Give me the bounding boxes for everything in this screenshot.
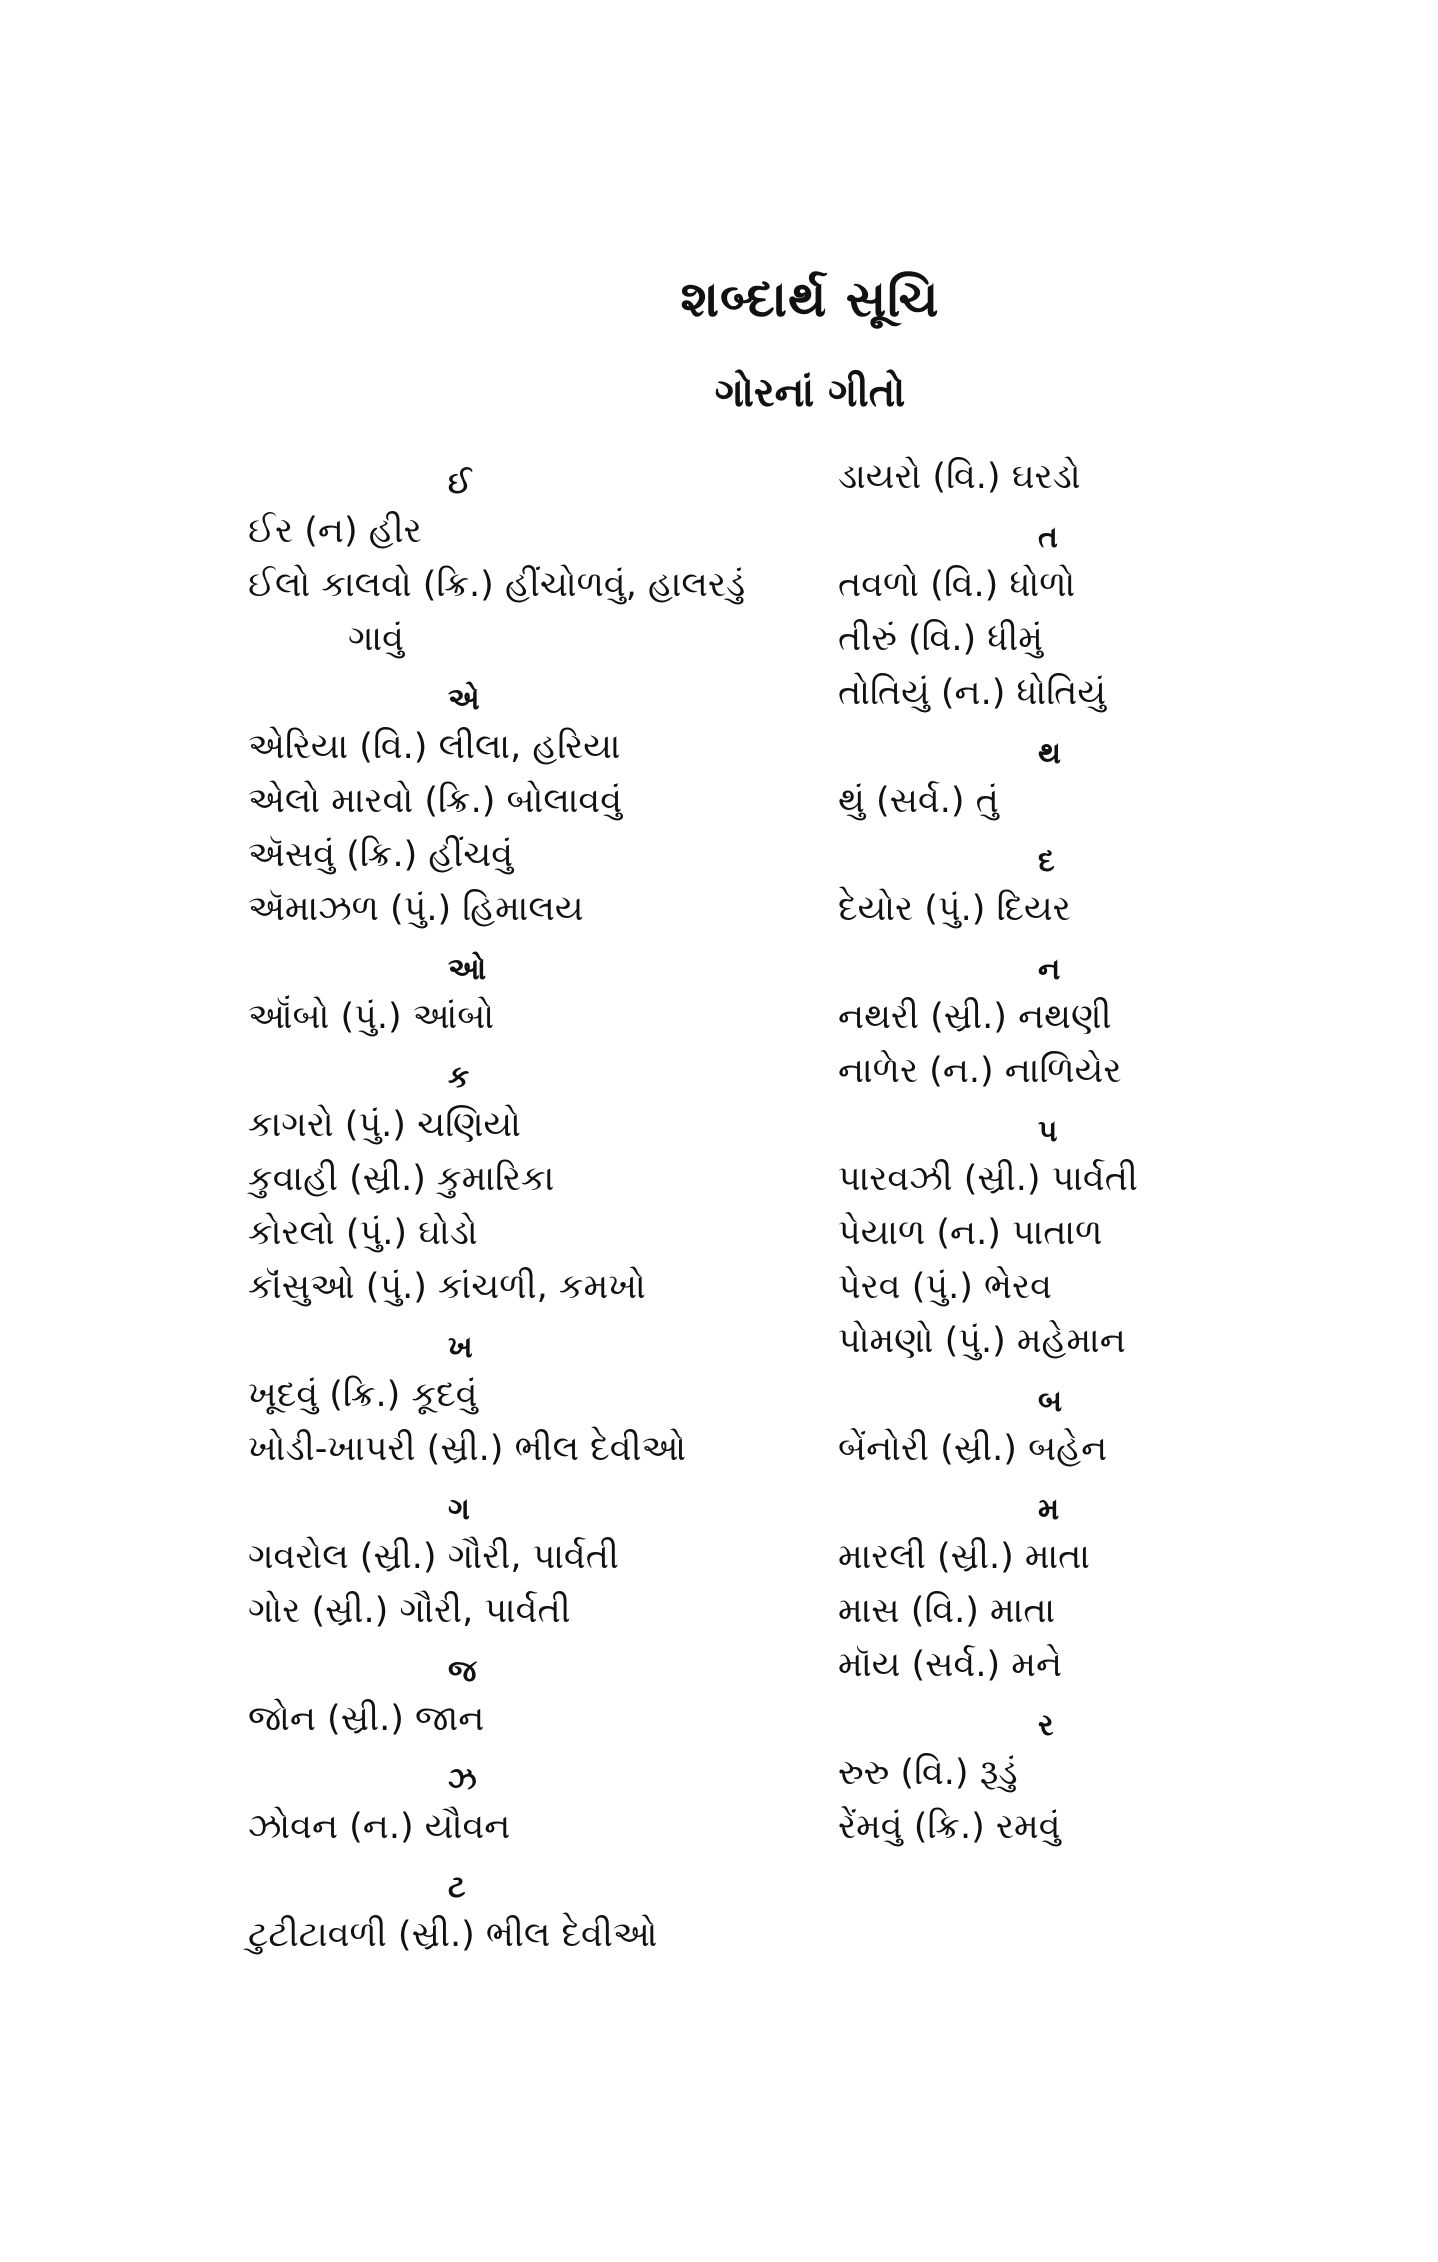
section-letter: ર bbox=[1038, 1708, 1054, 1743]
section-letter: ખ bbox=[448, 1330, 473, 1365]
glossary-entry: એરિયા (વિ.) લીલા, હરિયા bbox=[248, 727, 621, 767]
section-letter: ઈ bbox=[448, 466, 472, 501]
page-subtitle: ગોરનાં ગીતો bbox=[714, 370, 906, 416]
glossary-entry: ડાયરો (વિ.) ઘરડો bbox=[838, 457, 1081, 497]
glossary-entry: તવળો (વિ.) ધોળો bbox=[838, 565, 1076, 605]
glossary-entry: ઍમાઝળ (પું.) હિમાલય bbox=[248, 889, 584, 929]
glossary-entry: ખોડી-ખાપરી (સ્રી.) ભીલ દેવીઓ bbox=[248, 1429, 687, 1469]
glossary-entry: દેયોર (પું.) દિયર bbox=[838, 889, 1071, 929]
section-letter: ન bbox=[1038, 952, 1061, 987]
glossary-entry: ઍસવું (ક્રિ.) હીંચવું bbox=[248, 835, 514, 875]
glossary-entry: કાગરો (પું.) ચણિયો bbox=[248, 1105, 521, 1145]
glossary-entry: પેરવ (પું.) ભેરવ bbox=[838, 1267, 1052, 1307]
glossary-entry: ગોર (સ્રી.) ગૌરી, પાર્વતી bbox=[248, 1591, 571, 1631]
section-letter: ત bbox=[1038, 520, 1058, 555]
section-letter: ક bbox=[448, 1060, 470, 1095]
glossary-entry: ઈલો કાલવો (ક્રિ.) હીંચોળવું, હાલરડું bbox=[248, 565, 746, 605]
glossary-entry: એલો મારવો (ક્રિ.) બોલાવવું bbox=[248, 781, 623, 821]
glossary-entry: નાળેર (ન.) નાળિયેર bbox=[838, 1051, 1122, 1091]
glossary-entry: તીરું (વિ.) ધીમું bbox=[838, 619, 1043, 659]
glossary-entry: તોતિયું (ન.) ધોતિયું bbox=[838, 673, 1107, 713]
glossary-right-column bbox=[838, 450, 1298, 1854]
glossary-entry: નથરી (સ્રી.) નથણી bbox=[838, 997, 1112, 1037]
glossary-entry: માસ (વિ.) માતા bbox=[838, 1591, 1056, 1631]
section-letter: ગ bbox=[448, 1492, 470, 1527]
glossary-entry: પોમણો (પું.) મહેમાન bbox=[838, 1321, 1126, 1361]
glossary-left-column bbox=[248, 450, 838, 1962]
page-title: શબ્દાર્થ સૂચિ bbox=[680, 270, 940, 328]
glossary-entry: બેંનોરી (સ્રી.) બહેન bbox=[838, 1429, 1108, 1469]
section-letter: મ bbox=[1038, 1492, 1060, 1527]
glossary-entry: કોરલો (પું.) ઘોડો bbox=[248, 1213, 478, 1253]
section-letter: થ bbox=[1038, 736, 1062, 771]
section-letter: બ bbox=[1038, 1384, 1063, 1419]
glossary-entry: કૉંસુઓ (પું.) કાંચળી, કમખો bbox=[248, 1267, 646, 1307]
glossary-entry: રેંમવું (ક્રિ.) રમવું bbox=[838, 1807, 1061, 1847]
glossary-entry: કુવાહી (સ્રી.) કુમારિકા bbox=[248, 1159, 555, 1199]
glossary-entry: રુરુ (વિ.) રૂડું bbox=[838, 1753, 1018, 1793]
section-letter: ઓ bbox=[448, 952, 487, 987]
section-letter: ઝ bbox=[448, 1762, 477, 1797]
glossary-entry: ટુટીટાવળી (સ્રી.) ભીલ દેવીઓ bbox=[248, 1915, 658, 1955]
glossary-entry: જોન (સ્રી.) જાન bbox=[248, 1699, 485, 1739]
glossary-entry: પારવઝી (સ્રી.) પાર્વતી bbox=[838, 1159, 1138, 1199]
glossary-entry: ઑંબો (પું.) આંબો bbox=[248, 997, 495, 1037]
section-letter: જ bbox=[448, 1654, 477, 1689]
glossary-entry: ગવરોલ (સ્રી.) ગૌરી, પાર્વતી bbox=[248, 1537, 619, 1577]
section-letter: પ bbox=[1038, 1114, 1058, 1149]
section-letter: ટ bbox=[448, 1870, 466, 1905]
glossary-entry: ઈર (ન) હીર bbox=[248, 511, 422, 551]
glossary-entry: પેયાળ (ન.) પાતાળ bbox=[838, 1213, 1103, 1253]
section-letter: દ bbox=[1038, 844, 1055, 879]
glossary-entry: ખૂદવું (ક્રિ.) કૂદવું bbox=[248, 1375, 478, 1415]
glossary-entry: ઝોવન (ન.) યૌવન bbox=[248, 1807, 511, 1847]
glossary-entry: મૉય (સર્વ.) મને bbox=[838, 1645, 1063, 1685]
glossary-entry: થું (સર્વ.) તું bbox=[838, 781, 999, 821]
section-letter: એ bbox=[448, 682, 480, 717]
glossary-entry: મારલી (સ્રી.) માતા bbox=[838, 1537, 1090, 1577]
glossary-entry: ગાવું bbox=[348, 619, 404, 659]
